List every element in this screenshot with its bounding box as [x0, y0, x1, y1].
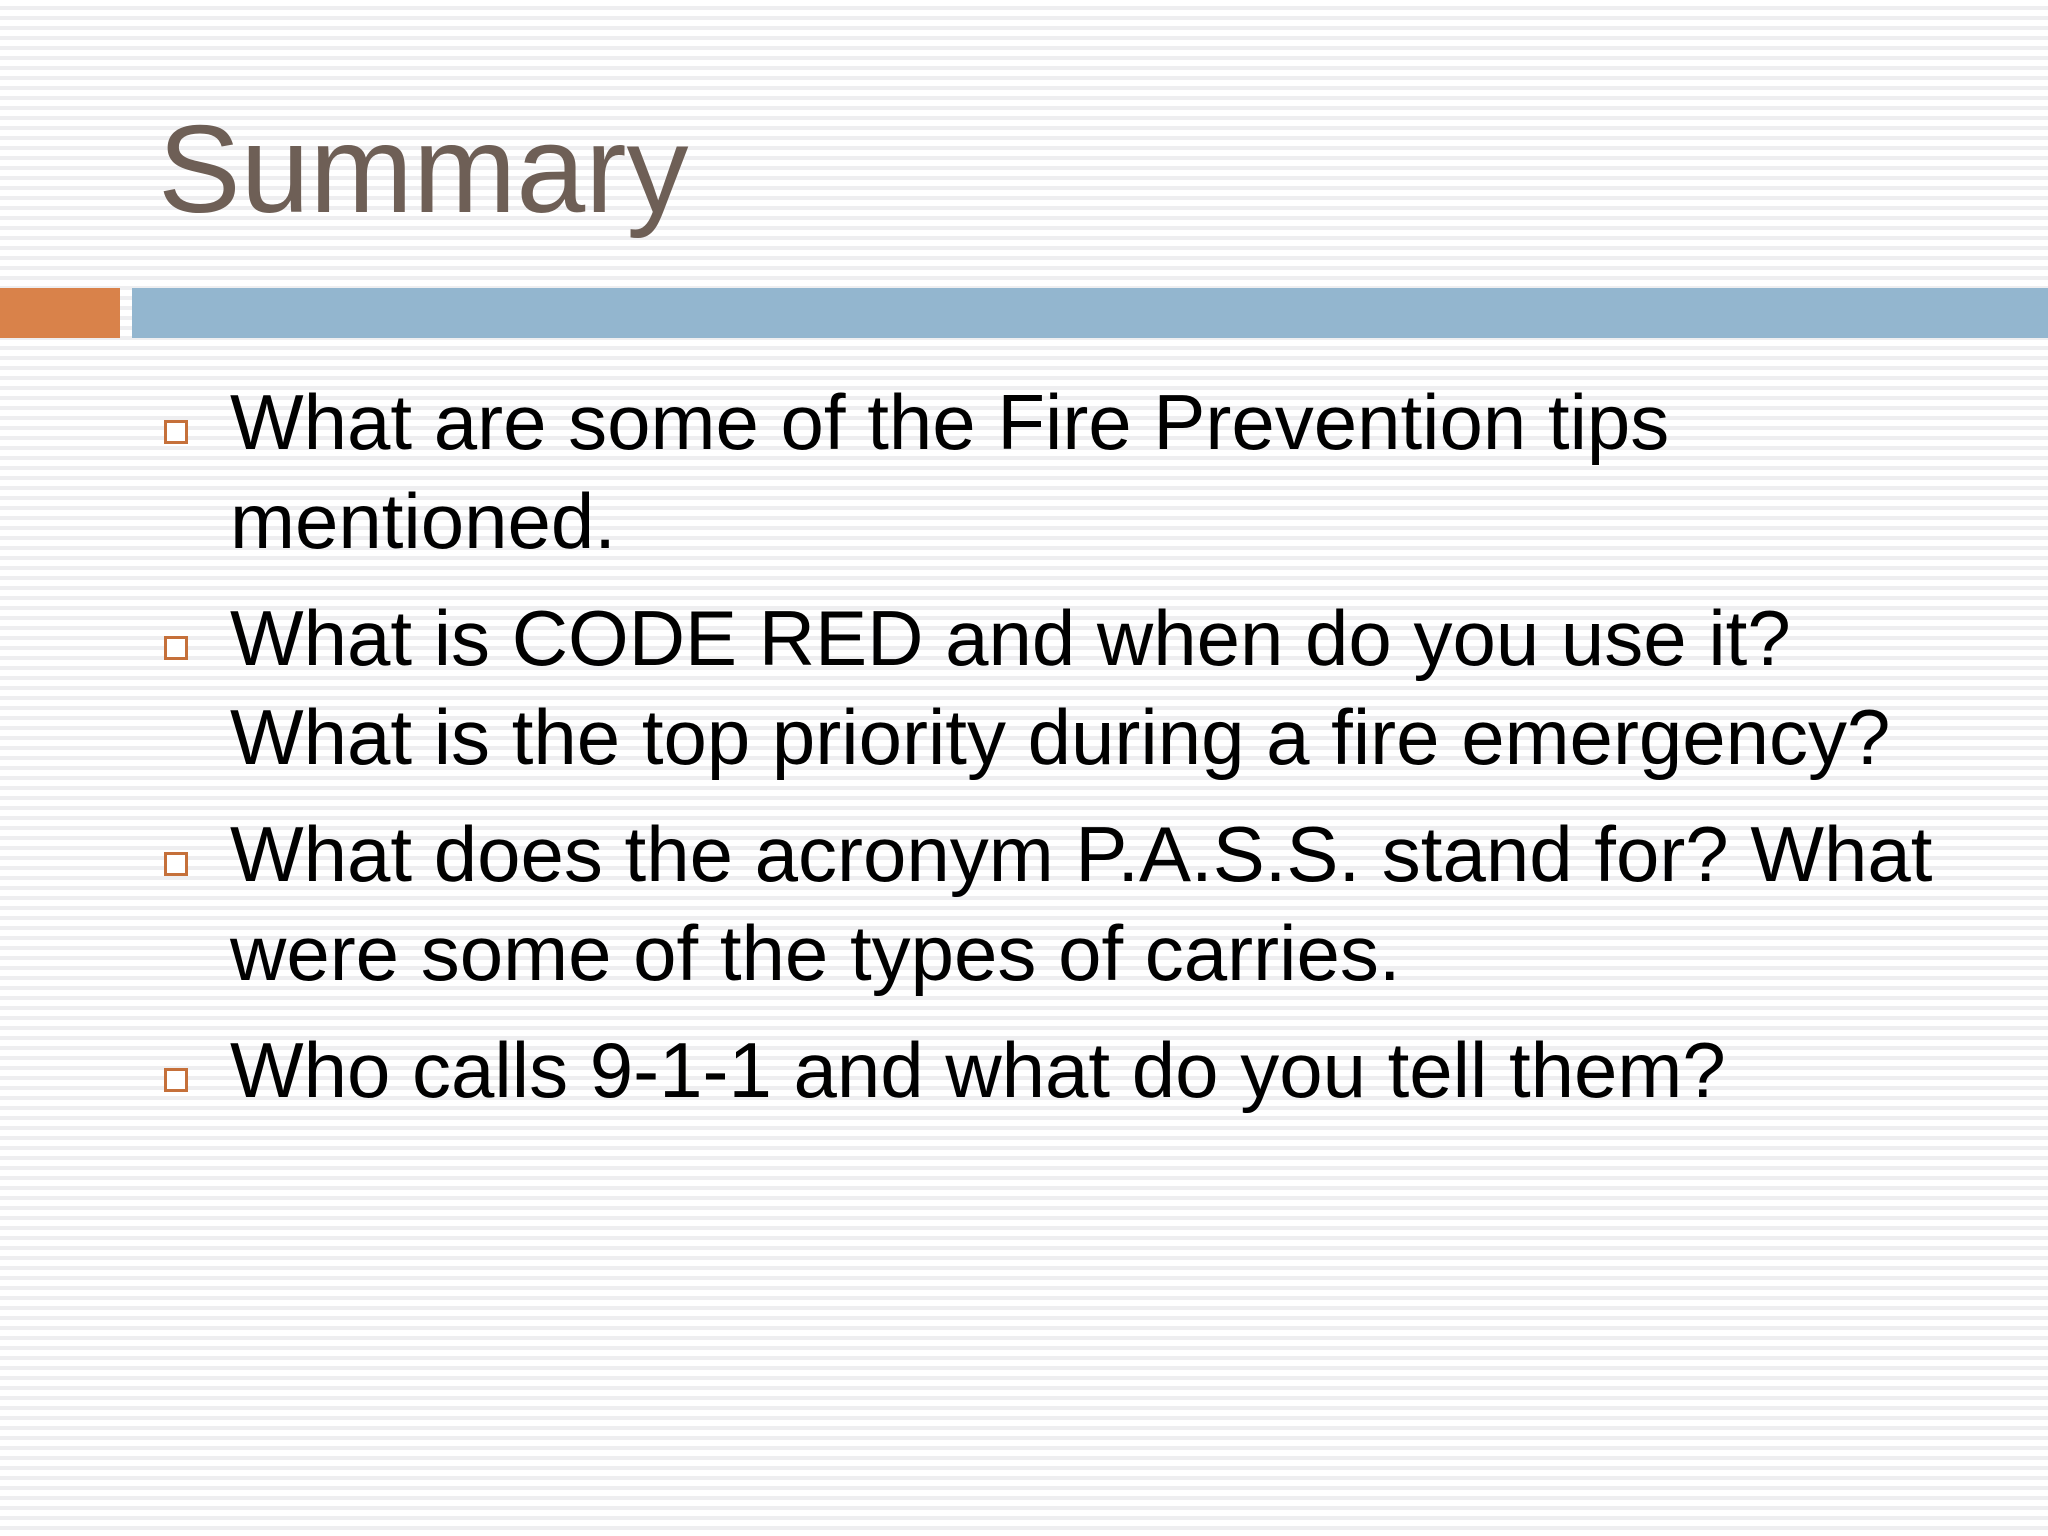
hollow-square-bullet-icon: [164, 852, 188, 876]
bullet-text: What is CODE RED and when do you use it? What is the top priority during a fire emergency?: [230, 594, 1891, 781]
bullet-item: [158, 805, 1958, 1003]
hollow-square-bullet-icon: [164, 636, 188, 660]
title-accent-bar-blue: [132, 288, 2048, 338]
hollow-square-bullet-icon: [164, 420, 188, 444]
bullet-item: [158, 373, 1958, 571]
bullet-list: [158, 373, 1958, 1138]
bullet-text: What are some of the Fire Prevention tips mentioned.: [230, 378, 1670, 565]
bullet-item: [158, 589, 1958, 787]
bullet-text: Who calls 9-1-1 and what do you tell them?: [230, 1026, 1726, 1114]
hollow-square-bullet-icon: [164, 1068, 188, 1092]
bullet-item: [158, 1021, 1958, 1120]
title-accent-bar-orange: [0, 288, 120, 338]
slide-title: Summary: [158, 101, 689, 239]
bullet-text: What does the acronym P.A.S.S. stand for? What were some of the types of carries.: [230, 810, 1933, 997]
